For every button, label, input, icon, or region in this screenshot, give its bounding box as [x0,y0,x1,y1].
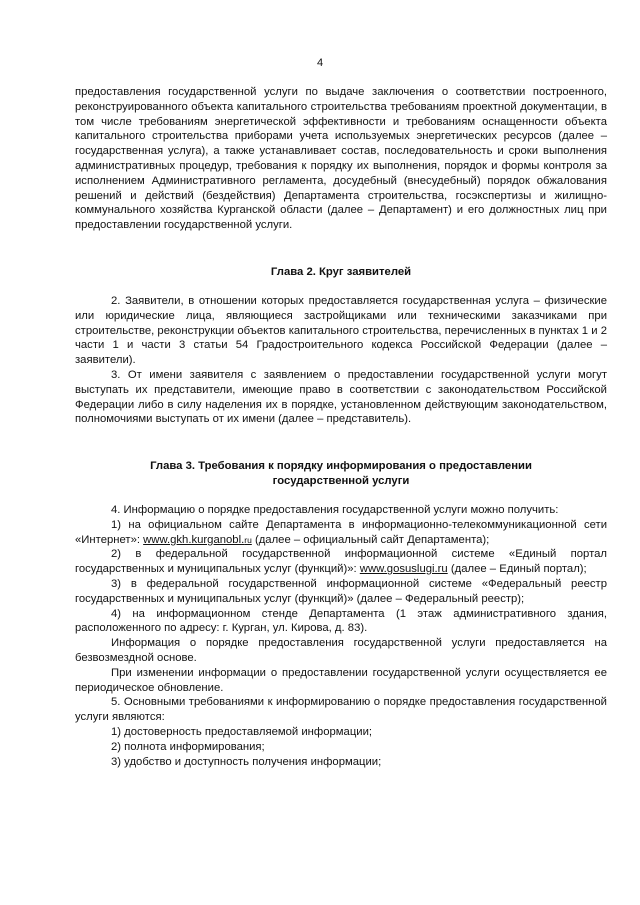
chapter-2-heading-block [75,265,607,280]
gosuslugi-link[interactable]: www.gosuslugi.ru [359,563,448,576]
info-item-4: 4) на информационном стенде Департамента (1 этаж административного здания, расположенного по адресу: г. Курган, ул. Кирова, д. 83). [75,607,607,635]
intro-section [75,85,607,233]
info-item-1-suffix: (далее – официальный сайт Департамента); [251,533,490,546]
paragraph-3: 3. От имени заявителя с заявлением о предоставлении государственной услуги могут выступать их представители, имеющие право в соответствии с законодательством Российской Федерации либо в силу наделения их в порядке, установленном действующим законодательством, полномочиями выступать от их имени (далее – представитель). [75,368,607,426]
chapter-3-section [75,503,607,769]
chapter-3-title-line-1: Глава 3. Требования к порядку информирования о предоставлении [150,460,532,472]
info-item-3: 3) в федеральной государственной информационной системе «Федеральный реестр государственных и муниципальных услуг (функций)» (далее – Федеральный реестр); [75,577,607,605]
intro-paragraph: предоставления государственной услуги по выдаче заключения о соответствии построенного, реконструированного объекта капитального строительства требованиям проектной документации, в том числе требованиям энергетической эффективности и требованиям оснащенности объекта капитального строительства приборами учета используемых энергетических ресурсов (далее – государственная услуга), а также устанавливает состав, последовательность и сроки выполнения административных процедур, требования к порядку их выполнения, порядок и формы контроля за исполнением Административного регламента, досудебный (внесудебный) порядок обжалования решений и действий (бездействия) Департамента строительства, госэкспертизы и жилищно-коммунального хозяйства Курганской области (далее – Департамент) и его должностных лиц при предоставлении государственной услуги. [75,86,607,232]
chapter-2-section [75,294,607,427]
requirement-1: 1) достоверность предоставляемой информации; [111,725,373,738]
paragraph-5: 5. Основными требованиями к информированию о порядке предоставления государственной услуги являются: [75,696,607,724]
info-item-1 [75,518,607,548]
paragraph-2: 2. Заявители, в отношении которых предоставляется государственная услуга – физические или юридические лица, являющиеся застройщиками или техническими заказчиками при строительстве, реконструкции объектов капитального строительства, перечисленных в пунктах 1 и 2 части 1 и части 3 статьи 54 Градостроительного кодекса Российской Федерации (далее – заявители). [75,295,607,367]
update-paragraph: При изменении информации о предоставлении государственной услуги осуществляется ее периодическое обновление. [75,666,607,694]
requirement-2: 2) полнота информирования; [111,740,265,753]
info-item-1-text: 1) на официальном сайте Департамента в информационно-телекоммуникационной сети «Интернет»: [75,518,607,546]
info-item-2-suffix: (далее – Единый портал); [447,563,587,576]
free-of-charge-paragraph: Информация о порядке предоставления государственной услуги предоставляется на безвозмездной основе. [75,637,607,664]
chapter-2-title: Глава 2. Круг заявителей [270,266,412,278]
requirement-3: 3) удобство и доступность получения информации; [111,755,382,768]
chapter-3-title-line-2: государственной услуги [272,474,410,487]
paragraph-4: 4. Информацию о порядке предоставления государственной услуги можно получить: [111,504,559,516]
chapter-3-heading-block [75,459,607,489]
page-number: 4 [316,57,324,69]
info-item-2 [75,547,607,577]
department-site-link[interactable]: www.gkh.kurganobl.ru [143,533,252,546]
info-item-2-text: 2) в федеральной государственной информационной системе «Единый портал государственных и муниципальных услуг (функций)»: [75,548,607,576]
